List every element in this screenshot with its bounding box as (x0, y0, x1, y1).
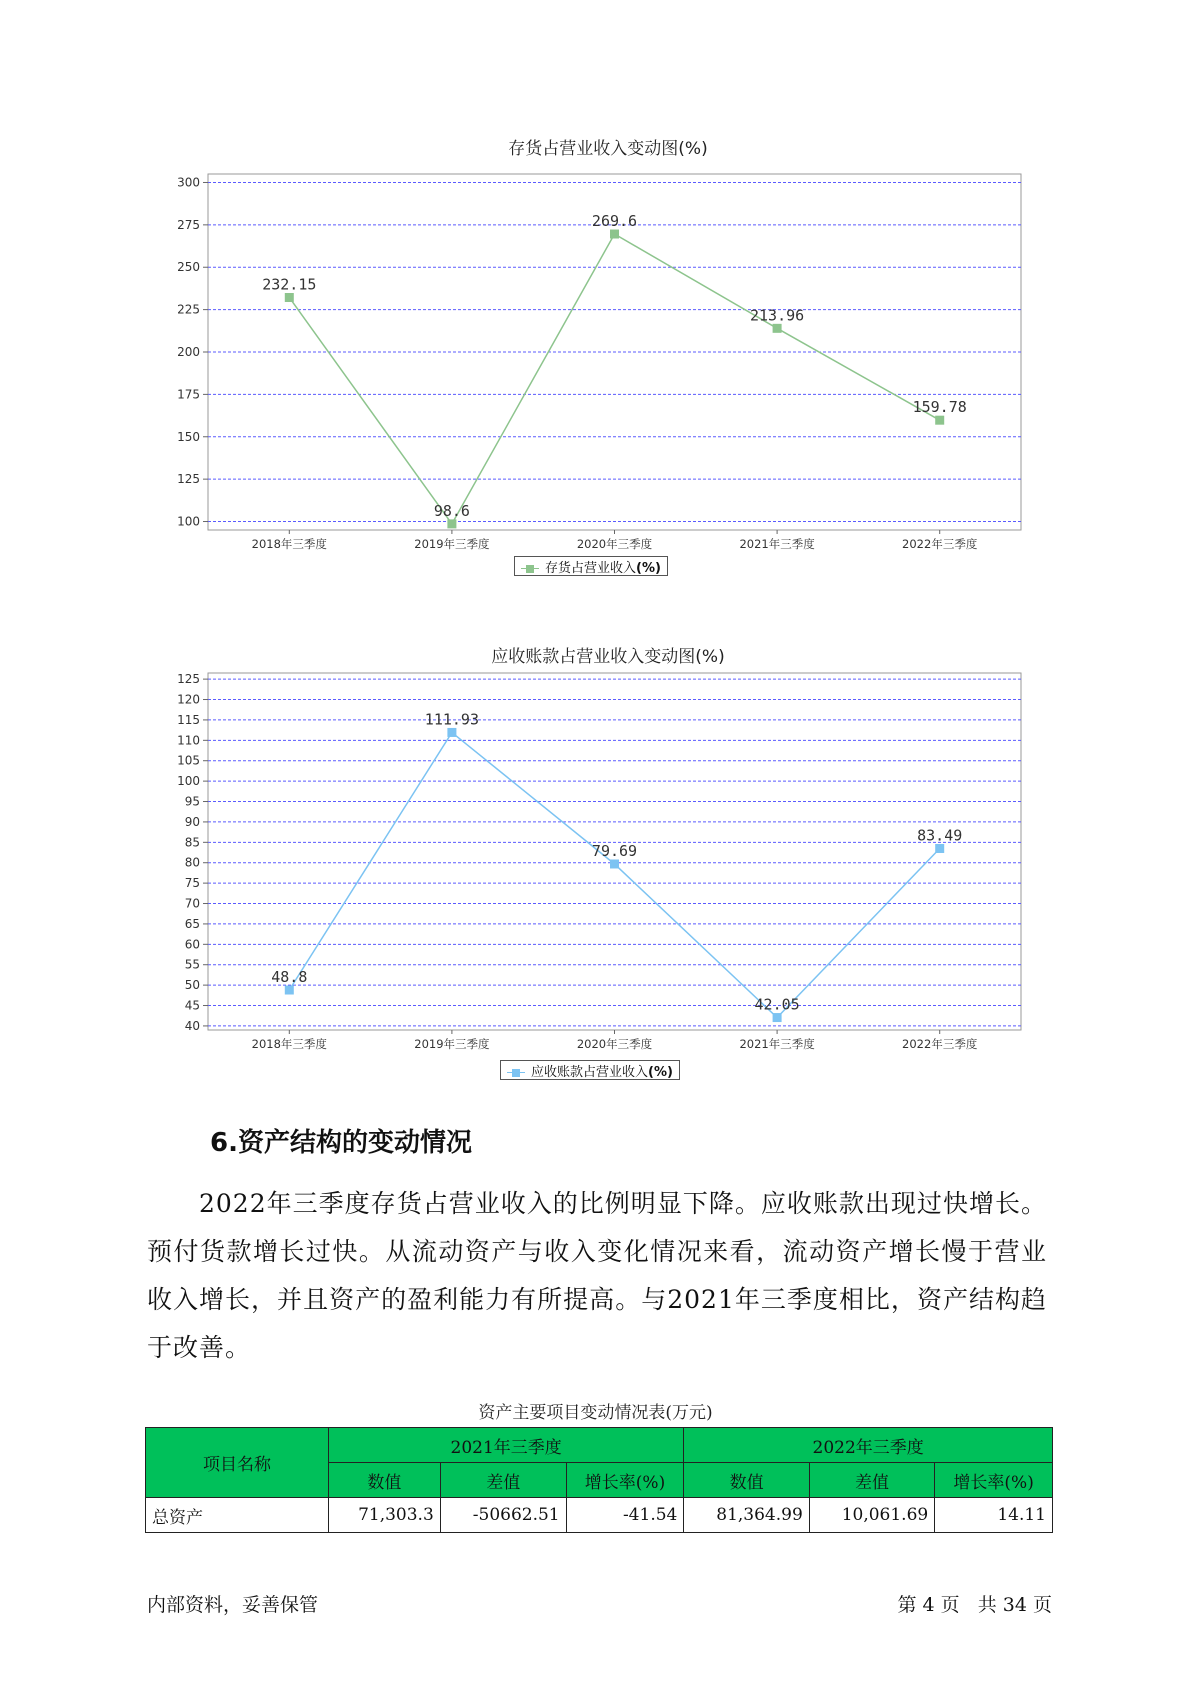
x-tick-label: 2020年三季度 (576, 537, 653, 551)
cell-value-2022: 81,364.99 (684, 1498, 809, 1533)
receivable-legend-unit: (%) (648, 1065, 673, 1080)
cell-diff-2022: 10,061.69 (809, 1498, 934, 1533)
footer-page-number: 第 4 页 共 34 页 (897, 1594, 1052, 1616)
inventory-chart-title: 存货占营业收入变动图(%) (508, 139, 708, 159)
y-tick-label: 100 (177, 514, 200, 529)
inventory-legend-label: 存货占营业收入 (545, 561, 637, 576)
table-caption: 资产主要项目变动情况表(万元) (478, 1403, 713, 1423)
y-tick-label: 55 (184, 957, 200, 972)
data-label: 83.49 (917, 826, 963, 845)
x-tick-label: 2021年三季度 (739, 537, 815, 551)
x-tick-label: 2022年三季度 (902, 1037, 978, 1051)
x-tick-label: 2019年三季度 (414, 537, 490, 551)
cell-diff-2021: -50662.51 (440, 1498, 566, 1533)
y-tick-label: 40 (184, 1018, 200, 1033)
data-label: 79.69 (591, 841, 638, 860)
data-label: 232.15 (262, 275, 317, 294)
receivable-legend-label: 应收账款占营业收入 (531, 1065, 649, 1080)
y-tick-label: 125 (177, 472, 200, 487)
data-label: 48.8 (271, 968, 308, 987)
y-tick-label: 90 (184, 814, 200, 829)
y-tick-label: 50 (184, 978, 200, 993)
legend-marker-icon (507, 1069, 525, 1077)
header-item-name: 项目名称 (146, 1428, 329, 1498)
data-point (935, 844, 944, 853)
y-tick-label: 125 (177, 672, 200, 687)
cell-rate-2021: -41.54 (566, 1498, 684, 1533)
data-label: 98.6 (433, 501, 470, 520)
data-point (610, 859, 619, 868)
x-tick-label: 2022年三季度 (902, 537, 978, 551)
y-tick-label: 80 (184, 855, 200, 870)
x-tick-label: 2018年三季度 (251, 537, 327, 551)
header-rate-2022: 增长率(%) (935, 1463, 1053, 1498)
header-period-2022: 2022年三季度 (684, 1428, 1053, 1463)
header-value-2021: 数值 (329, 1463, 441, 1498)
receivable-chart-title: 应收账款占营业收入变动图(%) (491, 647, 725, 667)
header-period-2021: 2021年三季度 (329, 1428, 684, 1463)
header-diff-2022: 差值 (809, 1463, 934, 1498)
data-label: 111.93 (424, 710, 479, 729)
receivable-legend (500, 1060, 680, 1080)
y-tick-label: 175 (177, 387, 200, 402)
inventory-legend-unit: (%) (636, 561, 661, 576)
y-tick-label: 115 (177, 712, 200, 727)
row-name: 总资产 (146, 1498, 329, 1533)
data-point (447, 728, 456, 737)
y-tick-label: 200 (177, 345, 200, 359)
y-tick-label: 70 (184, 896, 200, 911)
body-paragraph: 2022年三季度存货占营业收入的比例明显下降。应收账款出现过快增长。预付货款增长过快。从流动资产与收入变化情况来看，流动资产增长慢于营业收入增长，并且资产的盈利能力有所提高。与2021年三季度相比，资产结构趋于改善。 (147, 1189, 1047, 1362)
y-tick-label: 300 (177, 175, 200, 190)
y-tick-label: 250 (177, 260, 200, 275)
y-tick-label: 110 (177, 733, 200, 748)
y-tick-label: 120 (177, 692, 200, 707)
y-tick-label: 95 (184, 794, 200, 809)
x-tick-label: 2021年三季度 (739, 1037, 815, 1051)
x-tick-label: 2019年三季度 (414, 1037, 490, 1051)
x-tick-label: 2018年三季度 (251, 1037, 327, 1051)
y-tick-label: 45 (184, 998, 200, 1013)
header-rate-2021: 增长率(%) (566, 1463, 684, 1498)
y-tick-label: 60 (184, 937, 200, 952)
y-tick-label: 85 (184, 835, 200, 850)
section-heading: 6.资产结构的变动情况 (210, 1128, 472, 1158)
y-tick-label: 65 (184, 916, 200, 931)
y-tick-label: 150 (177, 429, 200, 444)
data-point (285, 986, 294, 995)
data-label: 213.96 (750, 306, 805, 325)
y-tick-label: 105 (177, 753, 200, 768)
data-label: 42.05 (754, 995, 800, 1014)
cell-rate-2022: 14.11 (935, 1498, 1053, 1533)
y-tick-label: 275 (177, 217, 200, 232)
asset-change-table (145, 1427, 1053, 1533)
header-value-2022: 数值 (684, 1463, 809, 1498)
y-tick-label: 225 (177, 302, 200, 317)
table-row (146, 1498, 1053, 1533)
cell-value-2021: 71,303.3 (329, 1498, 441, 1533)
x-tick-label: 2020年三季度 (576, 1037, 653, 1051)
y-tick-label: 100 (177, 774, 200, 789)
data-label: 159.78 (912, 398, 967, 417)
data-label: 269.6 (591, 212, 638, 231)
y-tick-label: 75 (184, 876, 200, 891)
header-diff-2021: 差值 (440, 1463, 566, 1498)
footer-confidential: 内部资料，妥善保管 (147, 1594, 319, 1616)
data-point (773, 1013, 782, 1022)
